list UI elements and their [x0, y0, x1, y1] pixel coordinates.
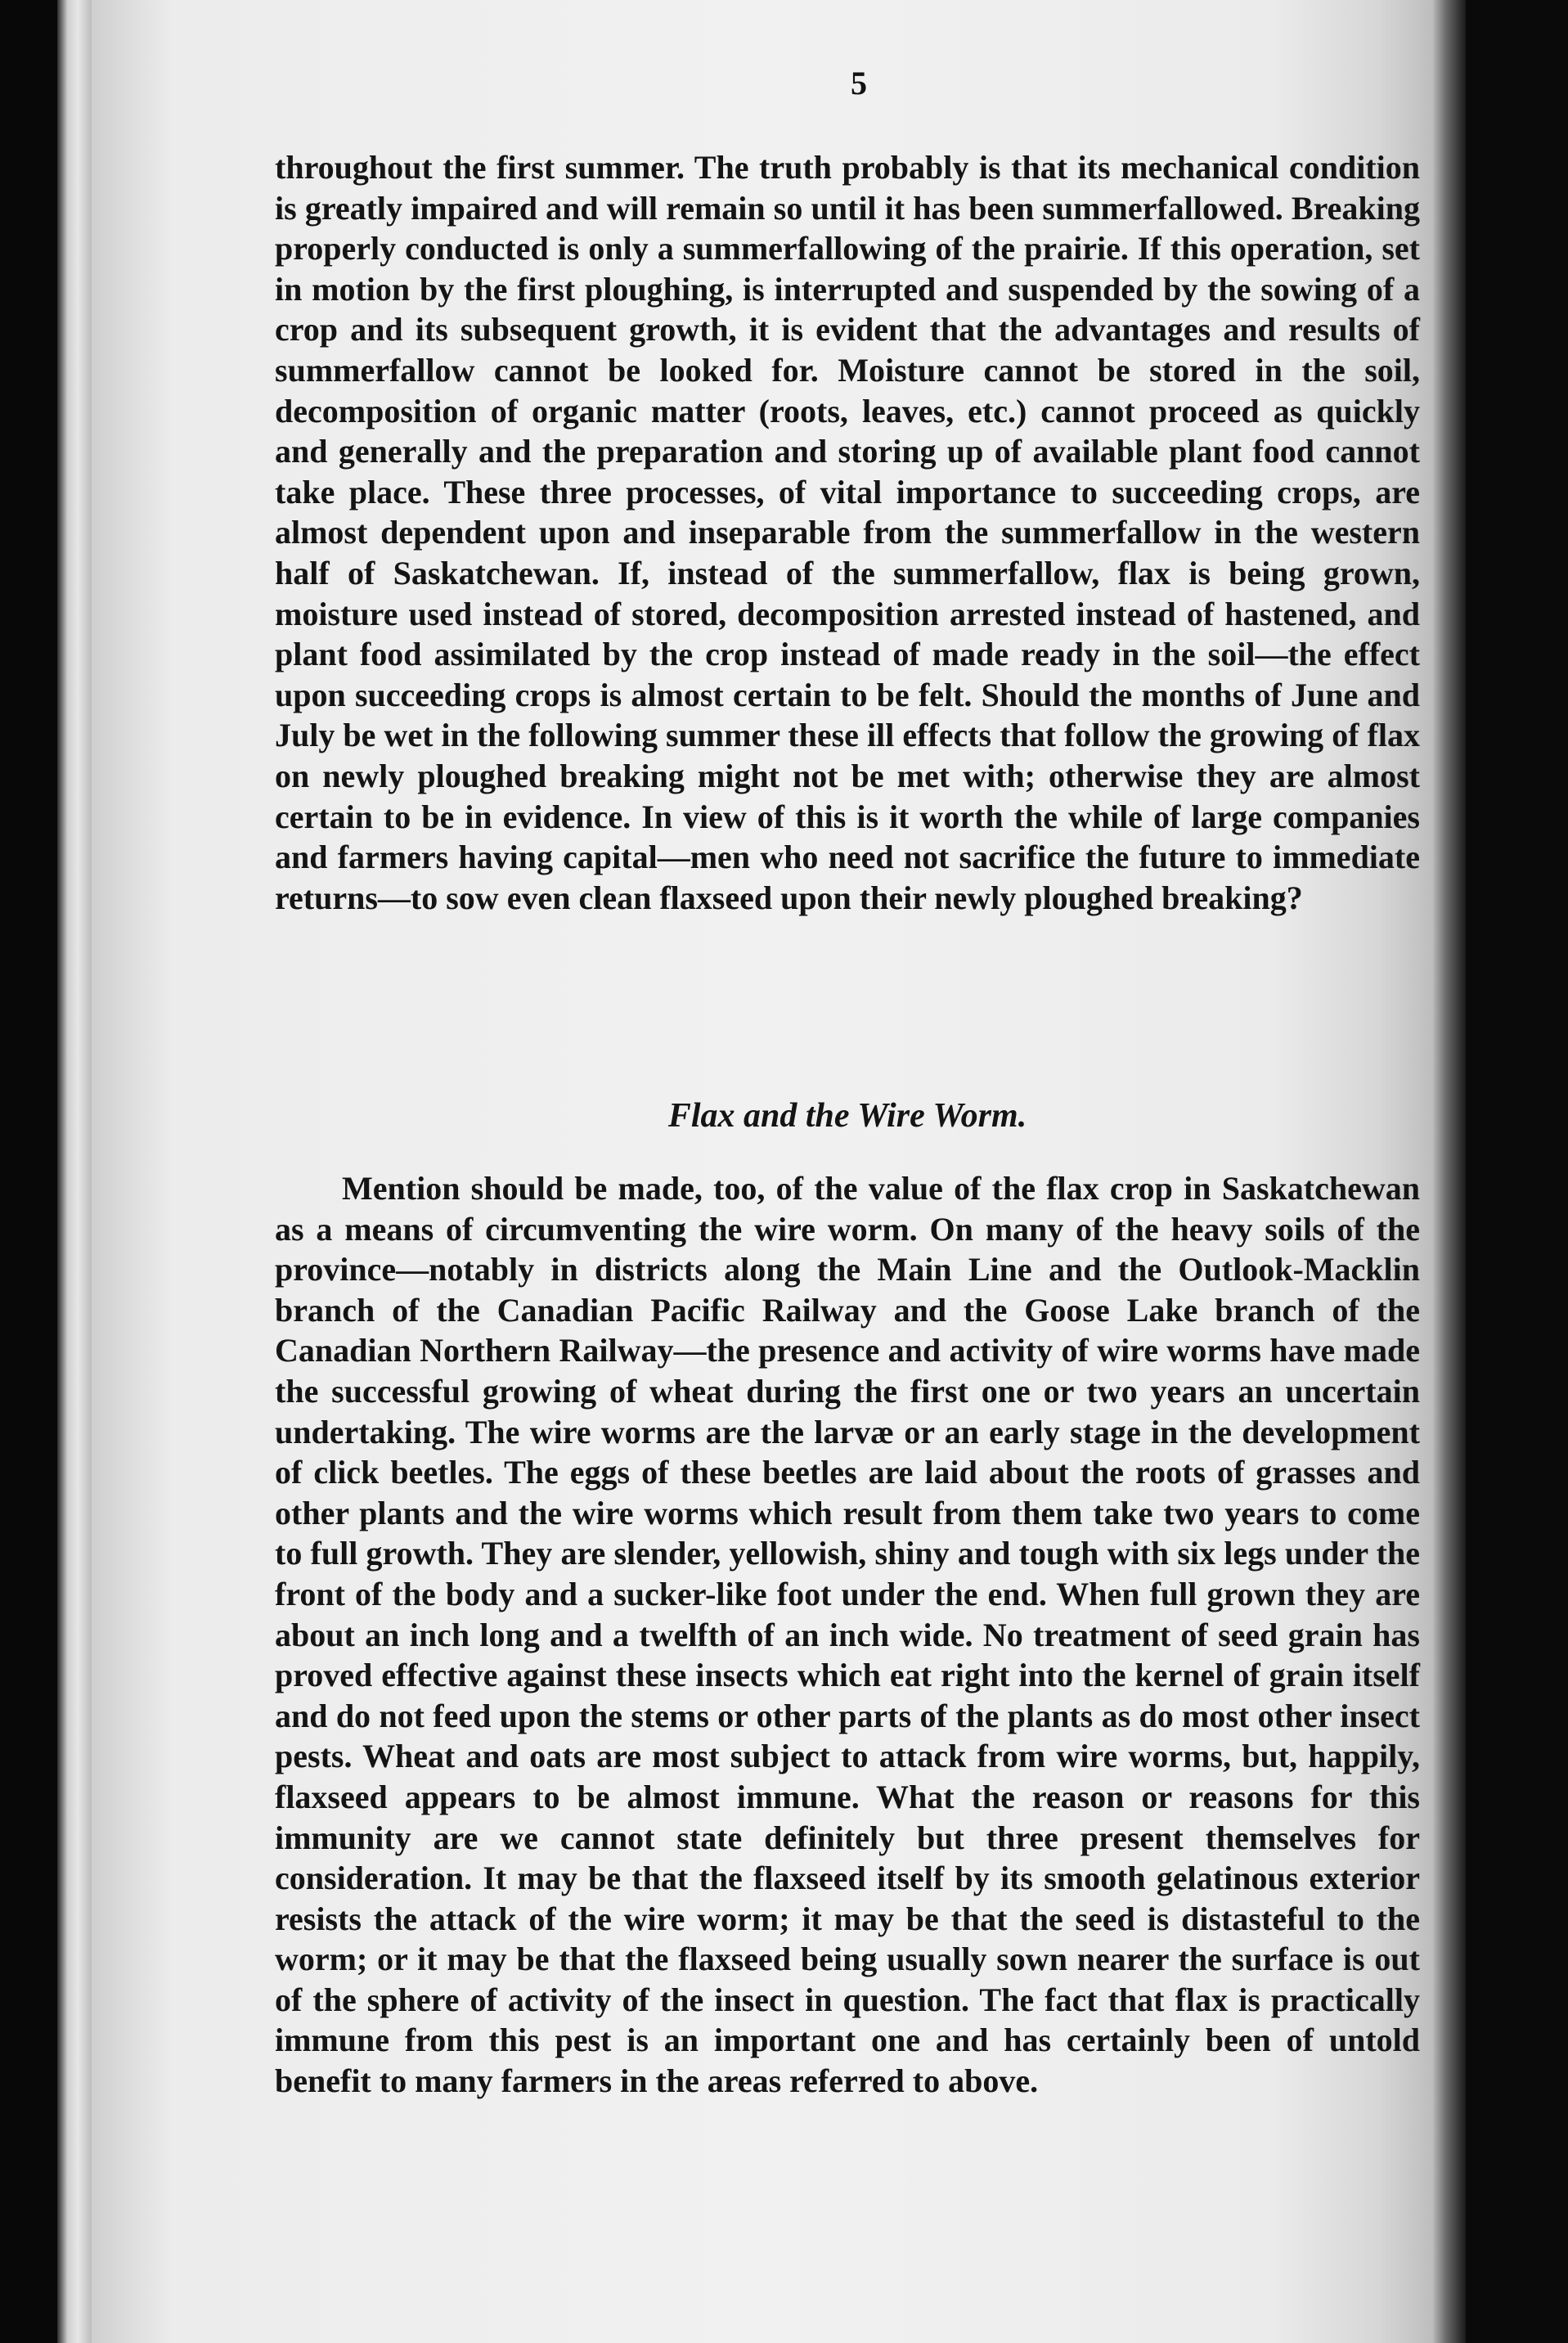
right-gutter — [1466, 0, 1568, 2343]
previous-page-edge — [57, 0, 92, 2343]
body-text-top — [275, 147, 1420, 918]
section-heading: Flax and the Wire Worm. — [667, 1097, 1027, 1135]
page-number: 5 — [851, 65, 867, 101]
body-text-bottom — [275, 1168, 1420, 2102]
paragraph: Mention should be made, too, of the value of the flax crop in Saskatchewan as a means of circumventing the wire worm. On many of the heavy soils of the province—notably in districts along the Main Line and the Outlook-Macklin branch of the Canadian Pacific Railway and the Goose Lake branch of the Canadian Northern Railway—the presence and activity of wire worms have made the successful growing of wheat during the first one or two years an uncertain undertaking. The wire worms are the larvæ or an early stage in the development of click beetles. The eggs of these beetles are laid about the roots of grasses and other plants and the wire worms which result from them take two years to come to full growth. They are slender, yellowish, shiny and tough with six legs under the front of the body and a sucker-like foot under the end. When full grown they are about an inch long and a twelfth of an inch wide. No treatment of seed grain has proved effective against these insects which eat right into the kernel of grain itself and do not feed upon the stems or other parts of the plants as do most other insect pests. Wheat and oats are most subject to attack from wire worms, but, happily, flaxseed appears to be almost immune. What the reason or reasons for this immunity are we cannot state definitely but three present themselves for consideration. It may be that the flaxseed itself by its smooth gelatinous exterior resists the attack of the wire worm; it may be that the seed is distasteful to the worm; or it may be that the flaxseed being usually sown nearer the surface is out of the sphere of activity of the insect in question. The fact that flax is practically immune from this pest is an important one and has certainly been of untold benefit to many farmers in the areas referred to above. — [275, 1170, 1420, 2100]
left-gutter — [0, 0, 57, 2343]
paragraph: throughout the first summer. The truth probably is that its mechanical condition is greatly impaired and will remain so until it has been summerfallowed. Breaking properly conducted is only a summerfallowing of the prairie. If this operation, set in motion by the first ploughing, is interrupted and suspended by the sowing of a crop and its subsequent growth, it is evident that the advantages and results of summerfallow cannot be looked for. Moisture cannot be stored in the soil, decomposition of organic matter (roots, leaves, etc.) cannot proceed as quickly and generally and the preparation and storing up of available plant food cannot take place. These three processes, of vital importance to succeeding crops, are almost dependent upon and inseparable from the summerfallow in the western half of Saskatchewan. If, instead of the summerfallow, flax is being grown, moisture used instead of stored, decomposition arrested instead of hastened, and plant food assimilated by the crop instead of made ready in the soil—the effect upon succeeding crops is almost certain to be felt. Should the months of June and July be wet in the following summer these ill effects that follow the growing of flax on newly ploughed breaking might not be met with; otherwise they are almost certain to be in evidence. In view of this is it worth the while of large companies and farmers having capital—men who need not sacrifice the future to immediate returns—to sow even clean flaxseed upon their newly ploughed breaking? — [275, 149, 1420, 916]
page-right-edge — [1433, 0, 1466, 2343]
